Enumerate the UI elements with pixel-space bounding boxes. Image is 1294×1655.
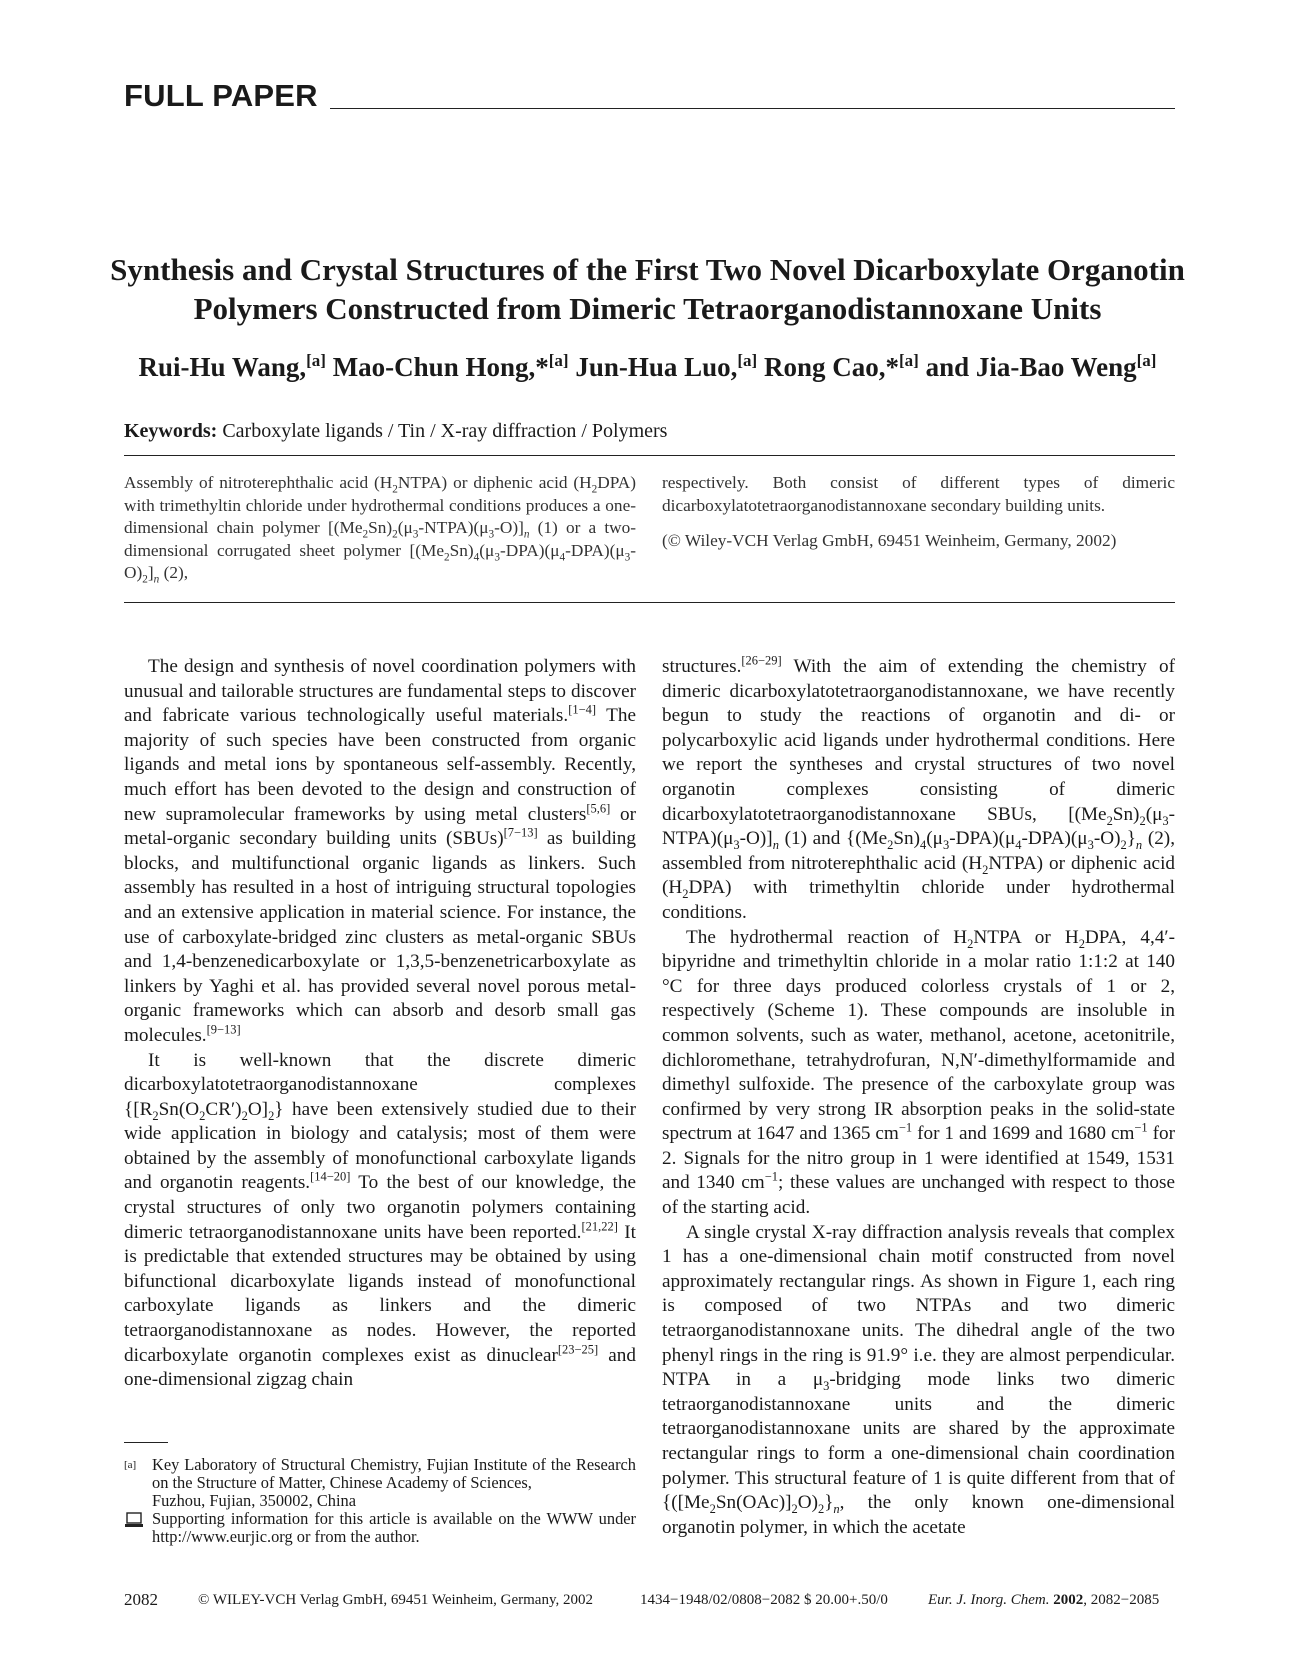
- body-left-column: [124, 655, 636, 1393]
- author-affiliation: [a]: [306, 351, 326, 370]
- body-right-column: [662, 655, 1175, 1540]
- body-paragraph: The hydrothermal reaction of $H_2NTPA$ or $H_2DPA$, 4,4′-bipyridne and trimethyltin chloride in a molar ratio 1:1:2 at 140 °C for three days produced colorless crystals of 1 or 2, respectively (Scheme 1). These compounds are insoluble in common solvents, such as water, methanol, acetone, acetonitrile, dichloromethane, tetrahydrofuran, N,N′-dimethylformamide and dimethyl sulfoxide. The presence of the carboxylate group was confirmed by very strong IR absorption peaks in the solid-state spectrum at 1647 and 1365 $cm^{-1}$ for 1 and 1699 and 1680 $cm^{-1}$ for 2. Signals for the nitro group in 1 were identified at 1549, 1531 and 1340 $cm^{-1}$; these values are unchanged with respect to those of the starting acid.: [662, 926, 1175, 1219]
- footer-issn: 1434−1948/02/0808−2082 $ 20.00+.50/0: [640, 1592, 888, 1608]
- paper-title: Synthesis and Crystal Structures of the First Two Novel Dicarboxylate Organotin Polymers Constructed from Dimeric Tetraorganodistannoxane Units: [110, 252, 1185, 326]
- computer-icon: [124, 1512, 144, 1528]
- footnote: [124, 1456, 636, 1546]
- author-affiliation: [a]: [737, 351, 758, 370]
- keywords: [124, 420, 667, 443]
- body-paragraph: It is well-known that the discrete dimeric dicarboxylatotetraorganodistannoxane complexes $\{[R_2Sn(O_2CR')_2O]_2\}$ have been extensively studied due to their wide application in biology and catalysis; most of them were obtained by the assembly of monofunctional carboxylate ligands and organotin reagents.[14−20] To the best of our knowledge, the crystal structures of only two organotin polymers containing dimeric tetraorganodistannoxane units have been reported.[21,22] It is predictable that extended structures may be obtained by using bifunctional dicarboxylate ligands instead of monofunctional carboxylate ligands as linkers and the dimeric tetraorganodistannoxane as nodes. However, the reported dicarboxylate organotin complexes exist as dinuclear[23−25] and one-dimensional zigzag chain: [124, 1049, 636, 1391]
- author-list: [110, 352, 1185, 383]
- abstract-top-rule: [124, 455, 1175, 456]
- header-rule: [330, 108, 1175, 109]
- author-affiliation: [a]: [898, 351, 919, 370]
- author-name: Jia-Bao Weng: [975, 352, 1137, 382]
- author-name: Rui-Hu Wang,: [138, 352, 307, 382]
- footnote-supporting-info: Supporting information for this article is available on the WWW under http://www.eurjic.org or from the author.: [124, 1510, 636, 1546]
- footer-journal: Eur. J. Inorg. Chem. 2002, 2082−2085: [928, 1592, 1160, 1608]
- abstract-left-column: Assembly of nitroterephthalic acid $(H_2NTPA)$ or diphenic acid $(H_2DPA)$ with trimethyltin chloride under hydrothermal conditions produces a one-dimensional chain polymer $[(Me_2Sn)_2(\mu_3-NTPA)(\mu_3-O)]_n$ (1) or a two-dimensional corrugated sheet polymer $[(Me_2Sn)_4(\mu_3-DPA)(\mu_4-DPA)(\mu_3-O)_2]_n$ (2),: [124, 473, 636, 586]
- authors-and: and: [925, 352, 970, 382]
- footnote-affiliation: [a] Key Laboratory of Structural Chemistry, Fujian Institute of the Research on the Structure of Matter, Chinese Academy of Sciences, Fuzhou, Fujian, 350002, China: [124, 1455, 636, 1510]
- footer-copyright: © WILEY-VCH Verlag GmbH, 69451 Weinheim, Germany, 2002: [198, 1592, 593, 1608]
- abstract-copyright: (© Wiley-VCH Verlag GmbH, 69451 Weinheim, Germany, 2002): [662, 531, 1117, 551]
- page-number: 2082: [124, 1590, 158, 1609]
- section-label: FULL PAPER: [124, 78, 318, 113]
- abstract-right-column: [662, 472, 1175, 553]
- body-paragraph: structures.[26−29] With the aim of extending the chemistry of dimeric dicarboxylatotetraorganodistannoxane, we have recently begun to study the reactions of organotin and di- or polycarboxylic acid ligands under hydrothermal conditions. Here we report the syntheses and crystal structures of two novel organotin complexes consisting of dimeric dicarboxylatotetraorganodistannoxane SBUs, $[(Me_2Sn)_2(\mu_3-NTPA)(\mu_3-O)]_n$ (1) and $\{(Me_2Sn)_4(\mu_3-DPA)(\mu_4-DPA)(\mu_3-O)_2\}_n$ (2), assembled from nitroterephthalic acid $(H_2NTPA)$ or diphenic acid $(H_2DPA)$ with trimethyltin chloride under hydrothermal conditions.: [662, 653, 1175, 923]
- author-affiliation: [a]: [1136, 351, 1157, 370]
- abstract-paragraph: respectively. Both consist of different types of dimeric dicarboxylatotetraorganodistannoxane secondary building units.: [662, 473, 1175, 515]
- body-paragraph: A single crystal X-ray diffraction analysis reveals that complex 1 has a one-dimensional chain motif constructed from novel approximately rectangular rings. As shown in Figure 1, each ring is composed of two NTPAs and two dimeric tetraorganodistannoxane units. The dihedral angle of the two phenyl rings in the ring is 91.9° i.e. they are almost perpendicular. NTPA in a $\mu_3$-bridging mode links two dimeric tetraorganodistannoxane units and the dimeric tetraorganodistannoxane units are shared by the approximate rectangular rings to form a one-dimensional chain coordination polymer. This structural feature of 1 is quite different from that of $\{([Me_2Sn(OAc)]_2O)_2\}_n$, the only known one-dimensional organotin polymer, in which the acetate: [662, 1221, 1175, 1538]
- abstract-bottom-rule: [124, 602, 1175, 603]
- author-affiliation: [a]: [548, 351, 569, 370]
- footnote-rule: [124, 1442, 168, 1443]
- footnote-mark: [a]: [124, 1459, 137, 1471]
- keywords-label: Keywords:: [124, 420, 218, 442]
- author-name: Jun-Hua Luo,: [575, 352, 738, 382]
- keywords-list: Carboxylate ligands / Tin / X-ray diffraction / Polymers: [222, 420, 668, 442]
- author-name: Mao-Chun Hong,*: [332, 352, 549, 382]
- body-paragraph: The design and synthesis of novel coordination polymers with unusual and tailorable structures are fundamental steps to discover and fabricate various technologically useful materials.[1−4] The majority of such species have been constructed from organic ligands and metal ions by spontaneous self-assembly. Recently, much effort has been devoted to the design and construction of new supramolecular frameworks by using metal clusters[5,6] or metal-organic secondary building units (SBUs)[7−13] as building blocks, and multifunctional organic ligands as linkers. Such assembly has resulted in a host of intriguing structural topologies and an extensive application in material science. For instance, the use of carboxylate-bridged zinc clusters as metal-organic SBUs and 1,4-benzenedicarboxylate or 1,3,5-benzenetricarboxylate as linkers by Yaghi et al. has provided several novel porous metal-organic frameworks which can absorb and desorb small gas molecules.[9−13]: [124, 656, 637, 1046]
- author-name: Rong Cao,*: [763, 352, 899, 382]
